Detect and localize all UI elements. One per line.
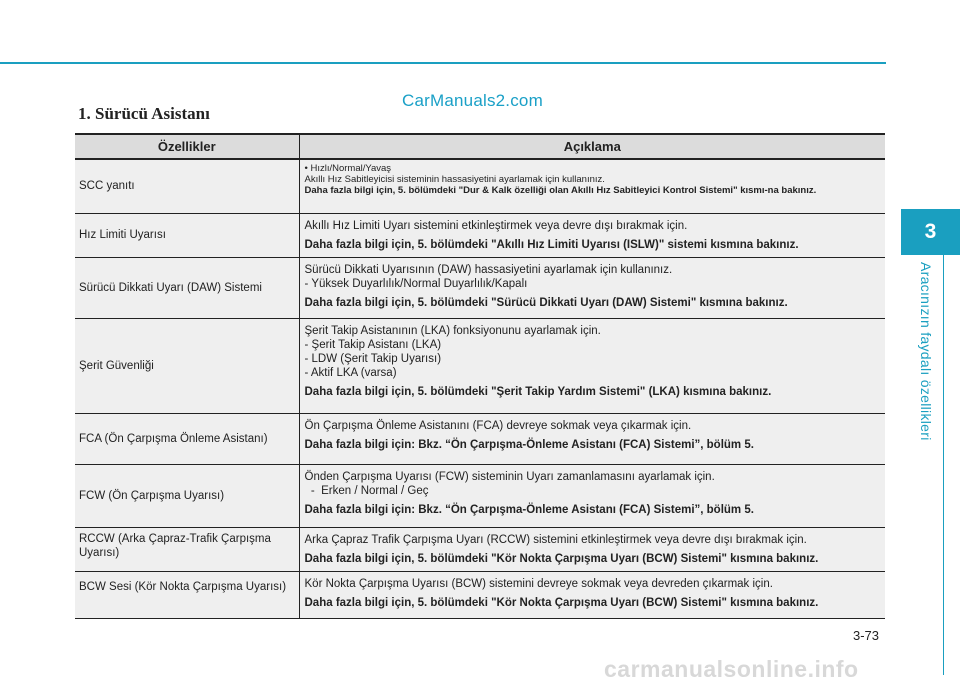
watermark-carmanuals2: CarManuals2.com: [402, 91, 543, 110]
description-line: - Şerit Takip Asistanı (LKA): [304, 338, 442, 351]
watermark-carmanualsonline: carmanualsonline.info: [604, 656, 859, 682]
description-cell: [299, 318, 885, 413]
feature-cell: Sürücü Dikkati Uyarı (DAW) Sistemi: [75, 257, 299, 318]
side-divider: [943, 255, 944, 675]
description-line: - Yüksek Duyarlılık/Normal Duyarlılık/Kapalı: [304, 277, 528, 290]
description-reference: Daha fazla bilgi için, 5. bölümdeki "Dur & Kalk özelliği olan Akıllı Hız Sabitleyici Kontrol Sistemi" kısmı-na bakınız.: [304, 185, 817, 196]
description-reference: Daha fazla bilgi için, 5. bölümdeki "Akıllı Hız Limiti Uyarısı (ISLW)" sistemi kısmına bakınız.: [304, 238, 799, 251]
feature-cell: BCW Sesi (Kör Nokta Çarpışma Uyarısı): [75, 571, 299, 618]
description-cell: [299, 464, 885, 527]
description-reference: Daha fazla bilgi için, 5. bölümdeki "Kör Nokta Çarpışma Uyarı (BCW) Sistemi" kısmına bakınız.: [304, 552, 819, 565]
description-cell: [299, 159, 885, 213]
description-line: Arka Çapraz Trafik Çarpışma Uyarı (RCCW) sistemini etkinleştirmek veya devre dışı bırakmak için.: [304, 533, 807, 546]
page-number: 3-73: [853, 628, 880, 643]
header-features: Özellikler: [75, 134, 299, 159]
description-cell: [299, 527, 885, 571]
feature-cell: FCW (Ön Çarpışma Uyarısı): [75, 464, 299, 527]
table-row: [75, 159, 885, 213]
table-row: [75, 464, 885, 527]
table-row: [75, 571, 885, 618]
table-row: [75, 257, 885, 318]
feature-table: [75, 133, 885, 619]
table-row: [75, 413, 885, 464]
description-line: • Hızlı/Normal/Yavaş: [304, 163, 392, 174]
feature-cell: FCA (Ön Çarpışma Önleme Asistanı): [75, 413, 299, 464]
top-rule: [0, 62, 886, 64]
header-description: Açıklama: [299, 134, 885, 159]
description-line: Akıllı Hız Sabitleyicisi sisteminin hassasiyetini ayarlamak için kullanınız.: [304, 174, 605, 185]
description-reference: Daha fazla bilgi için, 5. bölümdeki "Şerit Takip Yardım Sistemi" (LKA) kısmına bakınız.: [304, 385, 772, 398]
description-line: - LDW (Şerit Takip Uyarısı): [304, 352, 442, 365]
table-header-row: [75, 134, 885, 159]
description-line: Kör Nokta Çarpışma Uyarısı (BCW) sistemini devreye sokmak veya devreden çıkarmak için.: [304, 577, 773, 590]
description-line: Akıllı Hız Limiti Uyarı sistemini etkinleştirmek veya devre dışı bırakmak için.: [304, 219, 688, 232]
description-line: - Erken / Normal / Geç: [304, 484, 429, 497]
chapter-label: Aracınızın faydalı özellikleri: [918, 262, 934, 441]
feature-cell: Hız Limiti Uyarısı: [75, 213, 299, 257]
table-row: [75, 213, 885, 257]
chapter-tab: [901, 209, 960, 255]
description-line: Ön Çarpışma Önleme Asistanını (FCA) devreye sokmak veya çıkarmak için.: [304, 419, 692, 432]
description-reference: Daha fazla bilgi için, 5. bölümdeki "Kör Nokta Çarpışma Uyarı (BCW) Sistemi" kısmına bakınız.: [304, 596, 819, 609]
section-title: 1. Sürücü Asistanı: [78, 104, 210, 123]
description-line: - Aktif LKA (varsa): [304, 366, 397, 379]
description-line: Önden Çarpışma Uyarısı (FCW) sisteminin Uyarı zamanlamasını ayarlamak için.: [304, 470, 715, 483]
description-cell: [299, 413, 885, 464]
description-cell: [299, 257, 885, 318]
chapter-label-wrap: [918, 262, 934, 462]
feature-cell: SCC yanıtı: [75, 159, 299, 213]
description-line: Şerit Takip Asistanının (LKA) fonksiyonunu ayarlamak için.: [304, 324, 601, 337]
feature-cell: RCCW (Arka Çapraz-Trafik Çarpışma Uyarısı): [75, 527, 299, 571]
description-reference: Daha fazla bilgi için, 5. bölümdeki "Sürücü Dikkati Uyarı (DAW) Sistemi" kısmına bakınız.: [304, 296, 788, 309]
chapter-number: 3: [924, 220, 937, 243]
table-row: [75, 527, 885, 571]
description-line: Sürücü Dikkati Uyarısının (DAW) hassasiyetini ayarlamak için kullanınız.: [304, 263, 673, 276]
description-reference: Daha fazla bilgi için: Bkz. “Ön Çarpışma-Önleme Asistanı (FCA) Sistemi”, bölüm 5.: [304, 503, 754, 516]
description-cell: [299, 571, 885, 618]
description-reference: Daha fazla bilgi için: Bkz. “Ön Çarpışma-Önleme Asistanı (FCA) Sistemi”, bölüm 5.: [304, 438, 754, 451]
feature-cell: Şerit Güvenliği: [75, 318, 299, 413]
description-cell: [299, 213, 885, 257]
table-row: [75, 318, 885, 413]
